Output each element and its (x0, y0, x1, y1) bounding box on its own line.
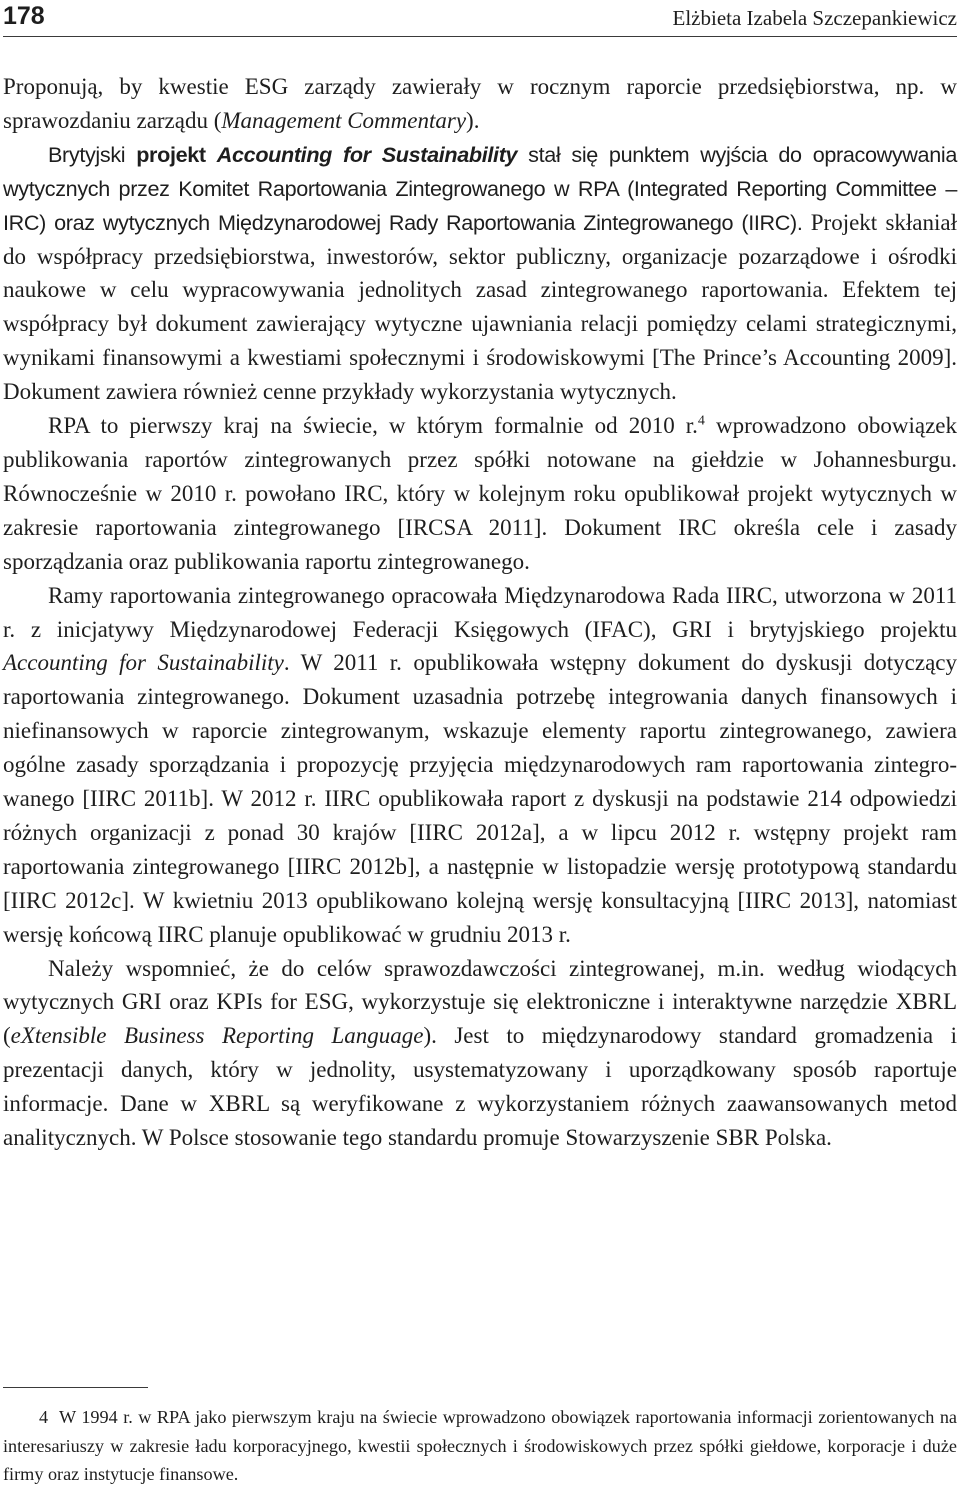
paragraph-2 (3, 138, 957, 409)
text-run: Proponują, by kwestie ESG zarządy zawierały w rocznym raporcie przedsiębiorstwa, np. w sprawozdaniu zarządu ( (3, 74, 957, 133)
text-run: . W 2011 r. opublikowała wstępny dokument do dyskusji dotyczący raportowania zintegrowanego. Dokument uzasadnia potrzebę integrowania danych finansowych i niefinansowych w raporcie zintegrowanym, wskazuje elementy raportu zintegrowanego, zawiera ogólne zasady sporządzania i propozycję przyjęcia międzynarodowych ram raportowania zintegrowanego [IIRC 2011b]. W 2012 r. IIRC opublikowała raport z dyskusji na podstawie 214 odpowiedzi różnych organizacji z ponad 30 krajów [IIRC 2012a], a w lipcu 2012 r. wstępny projekt ram raportowania zintegrowanego [IIRC 2012b], a następnie w listopadzie wersję prototypową standardu [IIRC 2012c]. W kwietniu 2013 opublikowano kolejną wersję konsultacyjną [IIRC 2013], natomiast wersję końcową IIRC planuje opublikować w grudniu 2013 r. (3, 650, 957, 947)
text-run: ). Jest to międzynarodowy standard gromadzenia i prezentacji danych, który w jednolity, usystematyzowany i uporządkowany sposób raportuje informacje. Dane w XBRL są weryfikowane z wykorzystaniem różnych zaawansowanych metod analitycznych. W Polsce stosowanie tego standardu promuje Stowarzyszenie SBR Polska. (3, 1023, 957, 1151)
footnote (3, 1403, 957, 1489)
paragraph-4 (3, 579, 957, 952)
running-head (3, 0, 957, 37)
text-run: Należy wspomnieć, że do celów sprawozdawczości zintegrowanej, m.in. według wiodących wytycznych GRI oraz KPIs for ESG, wykorzystuje się elektroniczne i interaktywne narzędzie XBRL ( (3, 955, 957, 1049)
italic-term: eXtensible Business Reporting Language (10, 1023, 424, 1049)
footnote-number: 4 (39, 1407, 49, 1427)
footnote-reference[interactable]: 4 (697, 413, 705, 429)
text-run: RPA to pierwszy kraj na świecie, w którym formalnie od 2010 r. (48, 413, 698, 439)
text-run: wprowadzono obowiązek publikowania raportów zintegrowanych przez spółki notowane na giełdzie w Johannesburgu. Równocześnie w 2010 r. powołano IRC, który w kolejnym roku opublikował projekt wytycznych w zakresie raportowania zintegrowanego [IRCSA 2011]. Dokument IRC określa cele i zasady sporządzania oraz publikowania raportu zintegrowanego. (3, 413, 957, 574)
text-run: stał się punktem wyjścia do opracowywania wytycznych przez Komitet Raportowania Zintegrowanego w RPA (Integrated Reporting Committee – IRC) oraz wytycznych Międzynarodowej Rady Raportowania Zintegrowanego (IIRC). (3, 141, 957, 235)
paragraph-1 (3, 70, 957, 138)
footnote-divider (3, 1387, 148, 1388)
italic-term: Management Commentary (221, 107, 467, 133)
paragraph-5 (3, 952, 957, 1155)
text-run: ). (466, 107, 480, 133)
bold-italic-term: Accounting for Sustainability (216, 141, 518, 167)
text-run: Ramy raportowania zintegrowanego opracowała Międzynarodowa Rada IIRC, utworzona w 2011 r. z inicjatywy Międzynarodowej Federacji Księgowych (IFAC), GRI i brytyjskiego projektu (3, 582, 957, 642)
bold-term: projekt (136, 141, 217, 167)
italic-term: Accounting for Sustainability (3, 650, 284, 676)
text-run: Brytyjski (48, 141, 137, 167)
paragraph-3 (3, 409, 957, 579)
page-number: 178 (3, 2, 45, 30)
footnote-text: W 1994 r. w RPA jako pierwszym kraju na świecie wprowadzono obowiązek raportowania informacji zorientowanych na interesariuszy w zakresie ładu korporacyjnego, kwestii społecznych i środowiskowych przez spółki giełdowe, korporacje i duże firmy oraz instytucje finansowe. (3, 1407, 957, 1485)
text-run: Projekt skłaniał do współpracy przedsiębiorstwa, inwestorów, sektor publiczny, organizacje pozarządowe i ośrodki naukowe w celu wypracowywania jednolitych zasad zintegrowanego raportowania. Efektem tej współpracy był dokument zawierający wytyczne ujawniania relacji pomiędzy celami strategicznymi, wynikami finansowymi a kwestiami społecznymi i środowiskowymi [The Prince’s Accounting 2009]. Dokument zawiera również cenne przykłady wykorzystania wytycznych. (3, 209, 957, 405)
body-text (3, 70, 957, 1155)
running-head-author: Elżbieta Izabela Szczepankiewicz (672, 6, 957, 30)
